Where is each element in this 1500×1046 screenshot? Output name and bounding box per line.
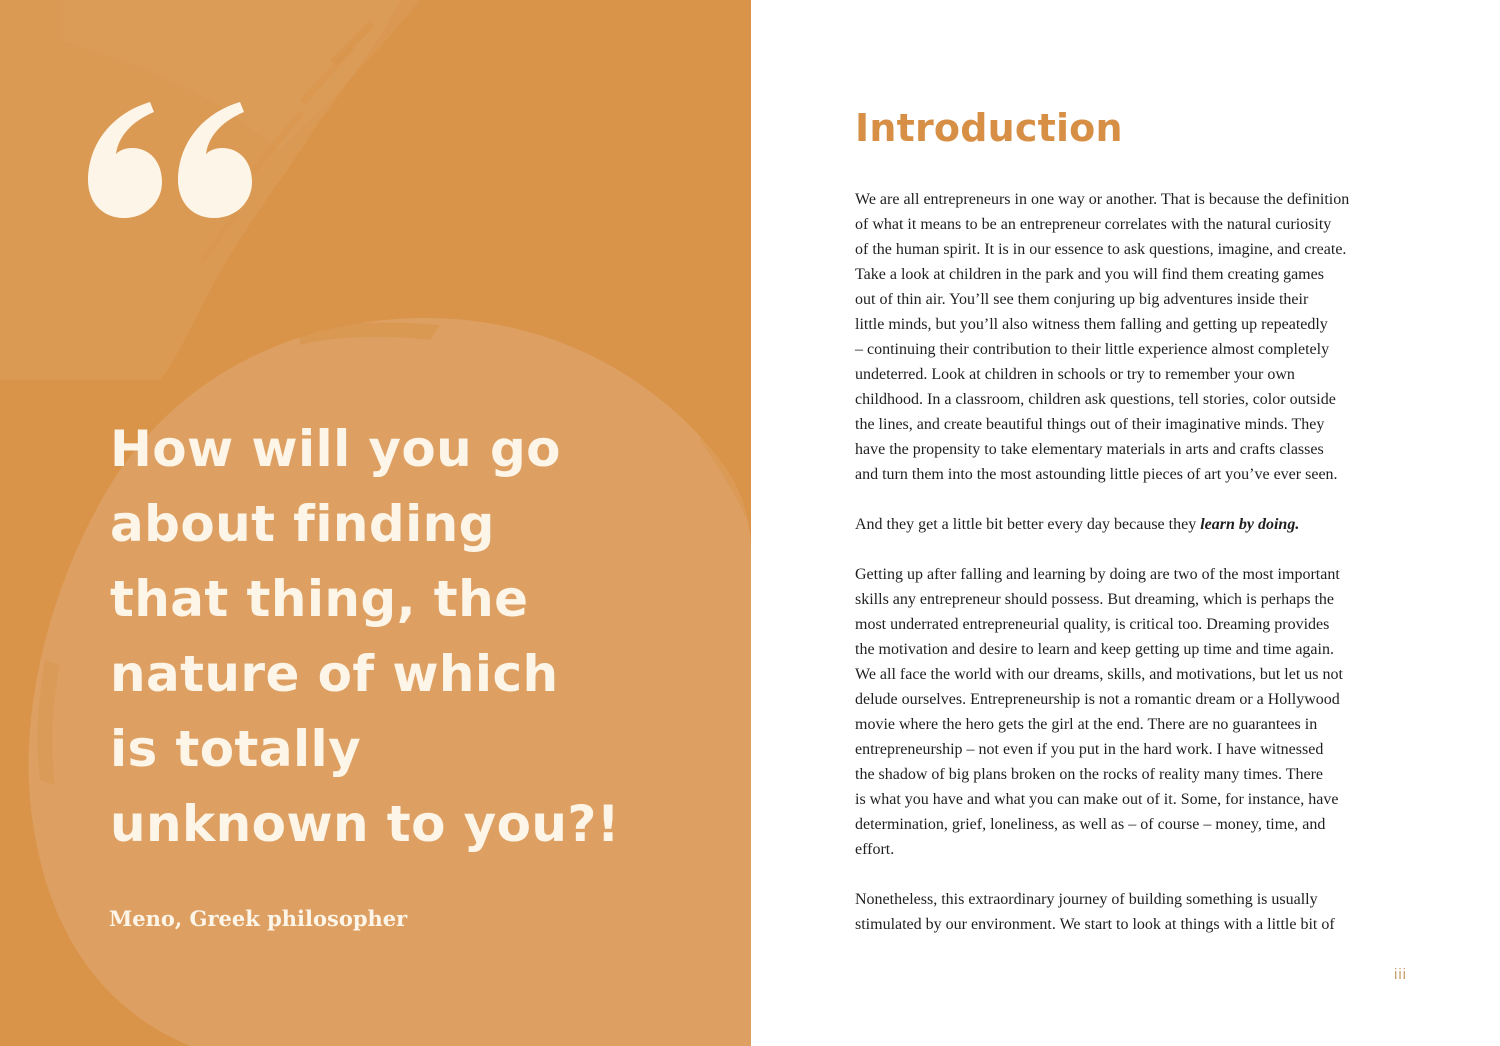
quotation-mark-icon [84, 98, 256, 220]
quote-line: unknown to you?! [110, 795, 620, 853]
pull-quote [110, 412, 710, 862]
text-line: is what you have and what you can make out of it. Some, for instance, have [855, 791, 1339, 808]
text-line: undeterred. Look at children in schools or try to remember your own [855, 366, 1295, 383]
text-line: most underrated entrepreneurial quality, is critical too. Dreaming provides [855, 616, 1330, 633]
text-line: of what it means to be an entrepreneur correlates with the natural curiosity [855, 216, 1332, 233]
paragraph-1 [855, 187, 1475, 487]
text-line: Nonetheless, this extraordinary journey of building something is usually [855, 891, 1318, 908]
text-line: movie where the hero gets the girl at the end. There are no guarantees in [855, 716, 1318, 733]
text-line: effort. [855, 841, 895, 858]
text-line: and turn them into the most astounding little pieces of art you’ve ever seen. [855, 466, 1338, 483]
quote-line: is totally [110, 720, 362, 778]
paragraph-4 [855, 887, 1475, 937]
paragraph-2-text: And they get a little bit better every day because they [855, 516, 1201, 533]
text-line: of the human spirit. It is in our essence to ask questions, imagine, and create. [855, 241, 1347, 258]
quote-line: How will you go [110, 420, 561, 478]
text-line: the lines, and create beautiful things out of their imaginative minds. They [855, 416, 1325, 433]
text-line: We are all entrepreneurs in one way or another. That is because the definition [855, 191, 1350, 208]
quote-attribution: Meno, Greek philosopher [109, 906, 408, 931]
text-line: Getting up after falling and learning by doing are two of the most important [855, 566, 1340, 583]
text-line: have the propensity to take elementary materials in arts and crafts classes [855, 441, 1324, 458]
page-number: iii [1394, 966, 1407, 983]
emphasis-text: learn by doing. [1200, 516, 1300, 533]
text-line: delude ourselves. Entrepreneurship is not a romantic dream or a Hollywood [855, 691, 1340, 708]
text-line: entrepreneurship – not even if you put in the hard work. I have witnessed [855, 741, 1324, 758]
text-line: the shadow of big plans broken on the rocks of reality many times. There [855, 766, 1324, 783]
quote-line: that thing, the [110, 570, 529, 628]
introduction-page [751, 0, 1500, 1046]
text-line: childhood. In a classroom, children ask questions, tell stories, color outside [855, 391, 1336, 408]
text-line: skills any entrepreneur should possess. But dreaming, which is perhaps the [855, 591, 1335, 608]
text-line: Take a look at children in the park and you will find them creating games [855, 266, 1324, 283]
text-line: the motivation and desire to learn and keep getting up time and time again. [855, 641, 1334, 658]
text-line: We all face the world with our dreams, skills, and motivations, but let us not [855, 666, 1343, 683]
text-line: – continuing their contribution to their little experience almost completely [855, 341, 1330, 358]
quote-line: about finding [110, 495, 495, 553]
paragraph-2 [855, 512, 1475, 537]
text-line: determination, grief, loneliness, as well as – of course – money, time, and [855, 816, 1326, 833]
text-line: stimulated by our environment. We start to look at things with a little bit of [855, 916, 1335, 933]
text-line: out of thin air. You’ll see them conjuring up big adventures inside their [855, 291, 1309, 308]
chapter-body [855, 187, 1475, 962]
quote-line: nature of which [110, 645, 559, 703]
paragraph-3 [855, 562, 1475, 862]
text-line: little minds, but you’ll also witness them falling and getting up repeatedly [855, 316, 1328, 333]
chapter-title: Introduction [855, 106, 1123, 150]
